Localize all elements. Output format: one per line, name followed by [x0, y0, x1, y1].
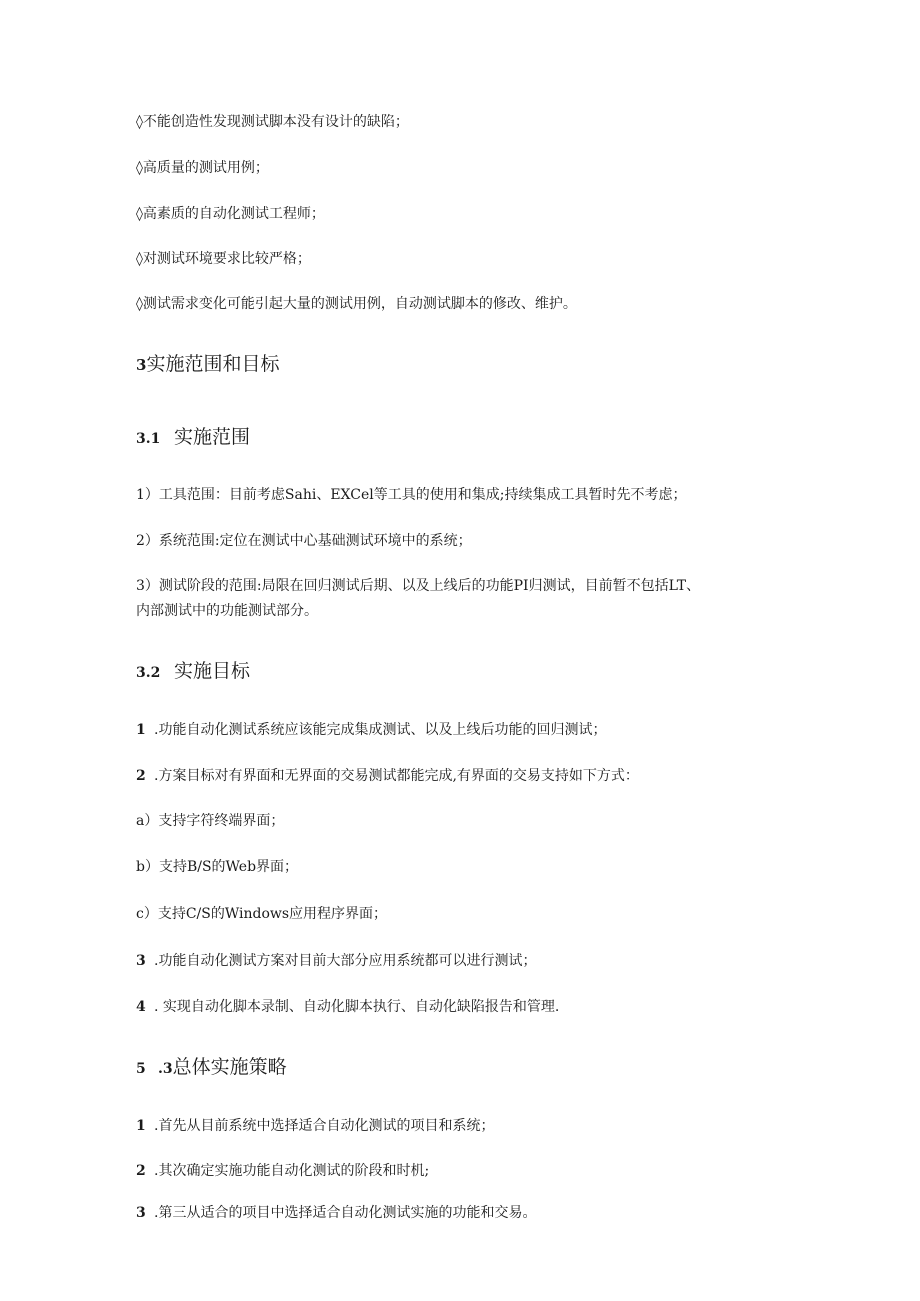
goal-item [136, 997, 559, 1017]
goal-number: 3 [136, 953, 146, 969]
section-title: 实施范围和目标 [146, 353, 280, 375]
goal-item [136, 951, 536, 971]
goal-number: 1 [136, 722, 146, 738]
subsection-heading [136, 1054, 287, 1082]
subsection-title: 总体实施策略 [172, 1056, 287, 1078]
subsection-number-suffix: .3 [158, 1061, 173, 1077]
goal-subitem: b）支持B/S的Web界面； [136, 859, 299, 875]
strategy-item [136, 1203, 536, 1223]
strategy-item [136, 1116, 494, 1136]
strategy-number: 3 [136, 1205, 146, 1221]
bullet-item: ◊高质量的测试用例； [136, 160, 269, 176]
goal-number: 2 [136, 768, 146, 784]
subsection-number: 5 [136, 1061, 146, 1077]
bullet-item: ◊测试需求变化可能引起大量的测试用例，自动测试脚本的修改、维护。 [136, 296, 577, 312]
goal-text: .功能自动化测试系统应该能完成集成测试、以及上线后功能的回归测试； [154, 722, 607, 738]
goal-number: 4 [136, 999, 146, 1015]
subsection-title: 实施目标 [174, 660, 251, 682]
strategy-text: .第三从适合的项目中选择适合自动化测试实施的功能和交易。 [154, 1205, 537, 1221]
subsection-heading [136, 658, 250, 686]
section-heading [136, 351, 279, 378]
strategy-text: .首先从目前系统中选择适合自动化测试的项目和系统； [154, 1118, 495, 1134]
goal-subitem: c）支持C/S的Windows应用程序界面； [136, 906, 388, 922]
goal-item [136, 766, 639, 786]
goal-text: .方案目标对有界面和无界面的交易测试都能完成,有界面的交易支持如下方式： [154, 768, 639, 784]
subsection-title: 实施范围 [174, 426, 251, 448]
scope-item-continuation: 内部测试中的功能测试部分。 [136, 603, 318, 619]
goal-text: .功能自动化测试方案对目前大部分应用系统都可以进行测试； [154, 953, 537, 969]
goal-item [136, 720, 606, 740]
strategy-number: 2 [136, 1163, 146, 1179]
section-number: 3 [136, 356, 147, 374]
subsection-heading [136, 424, 250, 452]
strategy-item [136, 1161, 429, 1181]
bullet-item: ◊对测试环境要求比较严格； [136, 251, 311, 267]
scope-item: 3）测试阶段的范围:局限在回归测试后期、以及上线后的功能PI归测试，目前暂不包括LT、 [136, 578, 701, 594]
bullet-item: ◊高素质的自动化测试工程师； [136, 206, 325, 222]
goal-text: . 实现自动化脚本录制、自动化脚本执行、自动化缺陷报告和管理. [154, 999, 560, 1015]
goal-subitem: a）支持字符终端界面； [136, 813, 285, 829]
scope-item: 2）系统范围:定位在测试中心基础测试环境中的系统； [136, 533, 472, 549]
subsection-number: 3.1 [136, 431, 161, 447]
bullet-item: ◊不能创造性发现测试脚本没有设计的缺陷； [136, 114, 409, 130]
scope-item: 1）工具范围：目前考虑Sahi、EXCel等工具的使用和集成;持续集成工具暂时先不考虑； [136, 487, 687, 503]
strategy-number: 1 [136, 1118, 146, 1134]
strategy-text: .其次确定实施功能自动化测试的阶段和时机; [154, 1163, 430, 1179]
subsection-number: 3.2 [136, 665, 161, 681]
